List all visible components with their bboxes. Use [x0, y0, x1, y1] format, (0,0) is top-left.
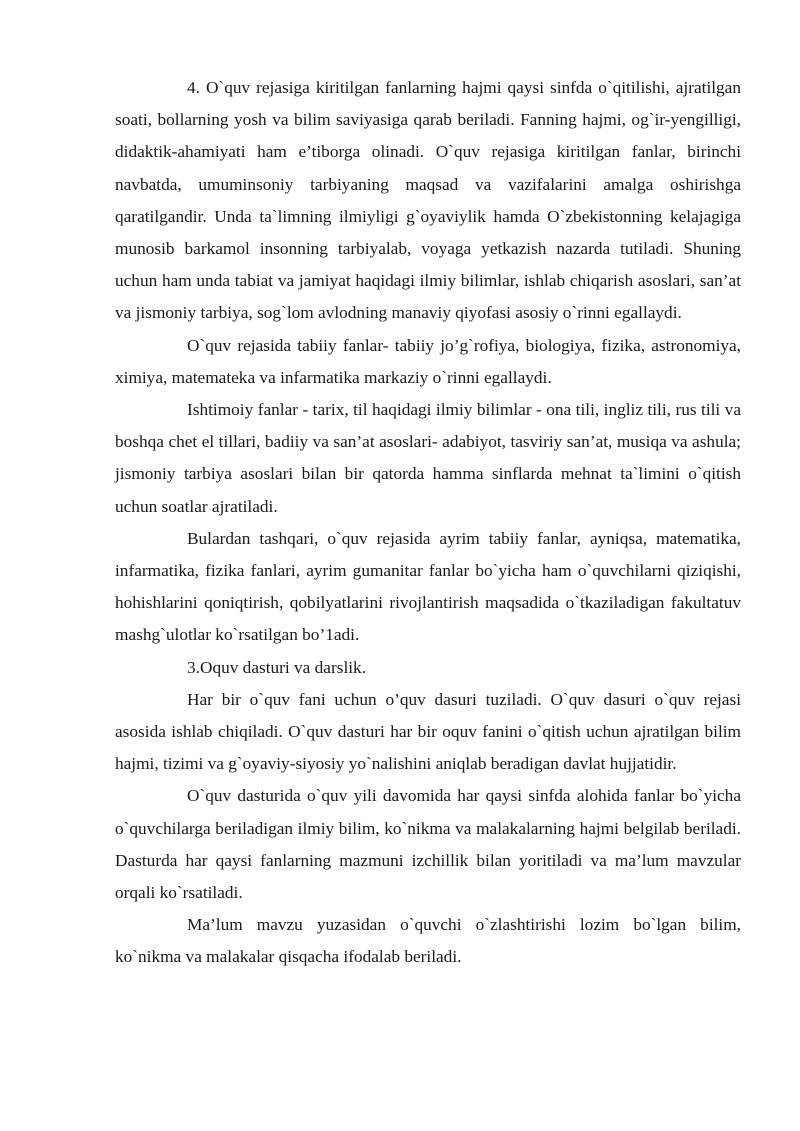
paragraph-electives: Bulardan tashqari, o`quv rejasida ayrim tabiiy fanlar, ayniqsa, matematika, infarmatika, fizika fanlari, ayrim gumanitar fanlar bo`yicha ham o`quvchilarni qiziqishi, hohishlarini qoniqtirish, qobilyatlarini rivojlantirish maqsadida o`tkaziladigan fakultatuv mashg`ulotlar ko`rsatilgan bo’1adi.	[115, 528, 741, 645]
section-heading-curriculum-and-textbook: 3.Oquv dasturi va darslik.	[187, 657, 367, 677]
paragraph-natural-sciences: O`quv rejasida tabiiy fanlar- tabiiy jo’g`rofiya, biologiya, fizika, astronomiya, ximiya, matemateka va infarmatika markaziy o`rinni egallaydi.	[115, 335, 741, 387]
paragraph-topic-skills: Ma’lum mavzu yuzasidan o`quvchi o`zlashtirishi lozim bo`lgan bilim, ko`nikma va malakalar qisqacha ifodalab beriladi.	[115, 915, 741, 967]
body-text	[115, 72, 741, 974]
paragraph-curriculum-volume: 4. O`quv rejasiga kiritilgan fanlarning hajmi qaysi sinfda o`qitilishi, ajratilgan soati, bollarning yosh va bilim saviyasiga qarab beriladi. Fanning hajmi, og`ir-yengilligi, didaktik-ahamiyati ham e’tiborga olinadi. O`quv rejasiga kiritilgan fanlar, birinchi navbatda, umuminsoniy tarbiyaning maqsad va vazifalarini amalga oshirishga qaratilgandir. Unda ta`limning ilmiyligi g`oyaviylik hamda O`zbekistonning kelajagiga munosib barkamol insonning tarbiyalab, voyaga yetkazish nazarda tutiladi. Shuning uchun ham unda tabiat va jamiyat haqidagi ilmiy bilimlar, ishlab chiqarish asoslari, san’at va jismoniy tarbiya, sog`lom avlodning manaviy qiyofasi asosiy o`rinni egallaydi.	[115, 78, 741, 323]
paragraph-social-sciences: Ishtimoiy fanlar - tarix, til haqidagi ilmiy bilimlar - ona tili, ingliz tili, rus tili va boshqa chet el tillari, badiiy va san’at asoslari- adabiyot, tasviriy san’at, musiqa va ashula; jismoniy tarbiya asoslari bilan bir qatorda hamma sinflarda mehnat ta`limini o`qitish uchun soatlar ajratiladi.	[115, 400, 741, 516]
paragraph-program-content: O`quv dasturida o`quv yili davomida har qaysi sinfda alohida fanlar bo`yicha o`quvchilarga beriladigan ilmiy bilim, ko`nikma va malakalarning hajmi belgilab beriladi. Dasturda har qaysi fanlarning mazmuni izchillik bilan yoritiladi va ma’lum mavzular orqali ko`rsatiladi.	[115, 786, 741, 903]
paragraph-study-program: Har bir o`quv fani uchun o’quv dasuri tuziladi. O`quv dasuri o`quv rejasi asosida ishlab chiqiladi. O`quv dasturi har bir oquv fanini o`qitish uchun ajratilgan bilim hajmi, tizimi va g`oyaviy-siyosiy yo`nalishini aniqlab beradigan davlat hujjatidir.	[115, 689, 741, 774]
